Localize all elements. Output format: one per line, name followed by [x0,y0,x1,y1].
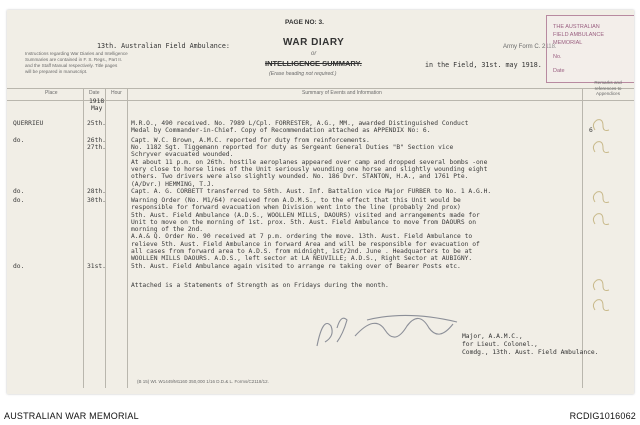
col-header-summary: Summary of Events and Information [302,90,382,96]
summary-line: Schryver evacuated wounded. [131,151,234,159]
entry-date: 27th. [87,144,106,152]
diary-page [7,10,634,394]
instructions-block: Instructions regarding War Diaries and Intelligence Summaries are contained in F. S. Regs., Part II. and the Staff Manual respectively. Title pages will be prepared in manuscript. [25,51,128,74]
check-mark [593,142,609,153]
table-top-rule [7,88,634,89]
entry-summary [131,144,487,188]
entry-place: QUERRIEU [13,120,44,127]
year: 1918 [89,98,105,105]
col-header-remarks: Remarks and references to Appendices [594,80,622,96]
summary-line: Capt. W.C. Brown, A.M.C. reported for duty from reinforcements. [131,136,370,144]
summary-line: others. Two drivers were also slightly wounded. No. 186 Dvr. STANTON, H.A., and 1761 Pte. [131,173,469,181]
entry-place: do. [13,197,25,204]
entry-remark: 6 [589,127,593,135]
entry-date: 28th. [87,187,106,195]
entry-summary [131,275,389,290]
month: May [91,105,103,112]
heading-or: or [311,51,317,57]
col-divider-hour [127,88,128,388]
signature-block: Major, A.A.M.C., for Lieut. Colonel., Comdg., 13th. Aust. Field Ambulance. [462,333,599,356]
summary-line: M.R.O., 490 received. No. 7989 L/Cpl. FORRESTER, A.G., MM., awarded Distinguished Conduct [131,120,469,127]
diary-title: WAR DIARY [283,37,345,48]
col-header-date: Date [89,90,100,96]
check-mark [593,280,609,291]
check-mark [593,214,609,225]
page-number: PAGE NO: 3. [285,19,324,26]
col-divider-date [105,88,106,388]
unit-name: 13th. Australian Field Ambulance: [97,42,230,50]
erase-note: (Erase heading not required.) [269,71,337,77]
summary-line: responsible for forward evacuation when Division went into the line (probably 2nd prox) [131,204,461,212]
footer-credit: AUSTRALIAN WAR MEMORIAL [4,411,139,421]
memorial-stamp: THE AUSTRALIAN FIELD AMBULANCE MEMORIAL No. Date [546,15,634,83]
handwritten-signature [307,306,477,354]
summary-line: relieve 5th. Aust. Field Ambulance in forward Area and will be responsible for evacuation of [131,240,480,248]
summary-line: all cases from forward area to A.D.S. from midnight, 1st/2nd. June . Headquarters to be at [131,248,473,256]
entry-place: do. [13,262,25,270]
summary-line: Warning Order (No. M1/64) received from A.D.M.S., to the effect that this Unit would be [131,197,461,204]
col-header-hour: Hour [111,90,122,96]
col-header-place: Place [45,90,58,96]
summary-line: Capt. A. G. CORBETT transferred to 50th. Aust. Inf. Battalion vice Major FURBER to No. 1 A.G.H. [131,187,492,195]
entry-summary [131,197,480,263]
place-and-date: in the Field, 31st. may 1918. [425,61,542,69]
entry-date: 26th. [87,136,106,144]
check-mark [593,300,609,311]
footer-record-id: RCDIG1016062 [569,411,636,421]
summary-line: WOOLLEN MILLS DAOURS. A.D.S., left sector at LA NEUVILLE; A.D.S., Right Sector at AUBIGNY. [131,255,473,263]
summary-line [131,275,389,282]
printer-imprint: (B 15) Wt. W1449/M1160 350,000 1/16 D.D.& L. Forms/C2118/12. [137,379,269,384]
summary-line: At about 11 p.m. on 26th. hostile aeroplanes appeared over camp and dropped several bombs -one [131,158,488,166]
entry-place: do. [13,187,25,195]
entry-date: 25th. [87,120,106,127]
check-mark [593,120,609,131]
summary-line: No. 1182 Sgt. Tiggemann reported for duty as Sergeant General Duties "B" Section vice [131,144,454,152]
entry-date: 30th. [87,197,106,204]
summary-line: A.A.& Q. Order No. 90 received at 7 p.m. ordering the move. 13th. Aust. Field Ambulance to [131,233,473,241]
pencil-check-marks [587,114,627,334]
summary-line: Medal by Commander-in-Chief. Copy of Recommendation attached as APPENDIX No: 6. [131,127,431,135]
entry-place: do. [13,136,25,144]
summary-line: (A/Dvr.) HEMMING, T.J. [131,180,215,188]
summary-line: 5th. Aust. Field Ambulance again visited to arrange re taking over of Bearer Posts etc. [131,262,461,270]
col-divider-place [83,88,84,388]
summary-line: 5th. Aust. Field Ambulance (A.D.S., WOOLLEN MILLS, DAOURS) visited and arrangements made for [131,211,480,219]
summary-line: morning of the 2nd. [131,226,204,234]
entry-summary [131,263,461,270]
army-form-number: Army Form C. 2118. [503,44,557,50]
entry-date: 31st. [87,262,106,270]
entry-summary [131,120,468,135]
check-mark [593,192,609,203]
intelligence-summary-heading: INTELLIGENCE SUMMARY. [265,59,362,68]
entry-summary [131,137,370,144]
summary-line: very close to horse lines of the Unit seriously wounding one horse and slightly wounding eight [131,165,488,173]
entry-summary [131,188,491,195]
summary-line: Unit to move on the morning of 1st. prox. 5th. Aust. Field Ambulance to move from DAOURS on [131,218,476,226]
summary-line: Attached is a Statements of Strength as on Fridays during the month. [131,282,389,290]
